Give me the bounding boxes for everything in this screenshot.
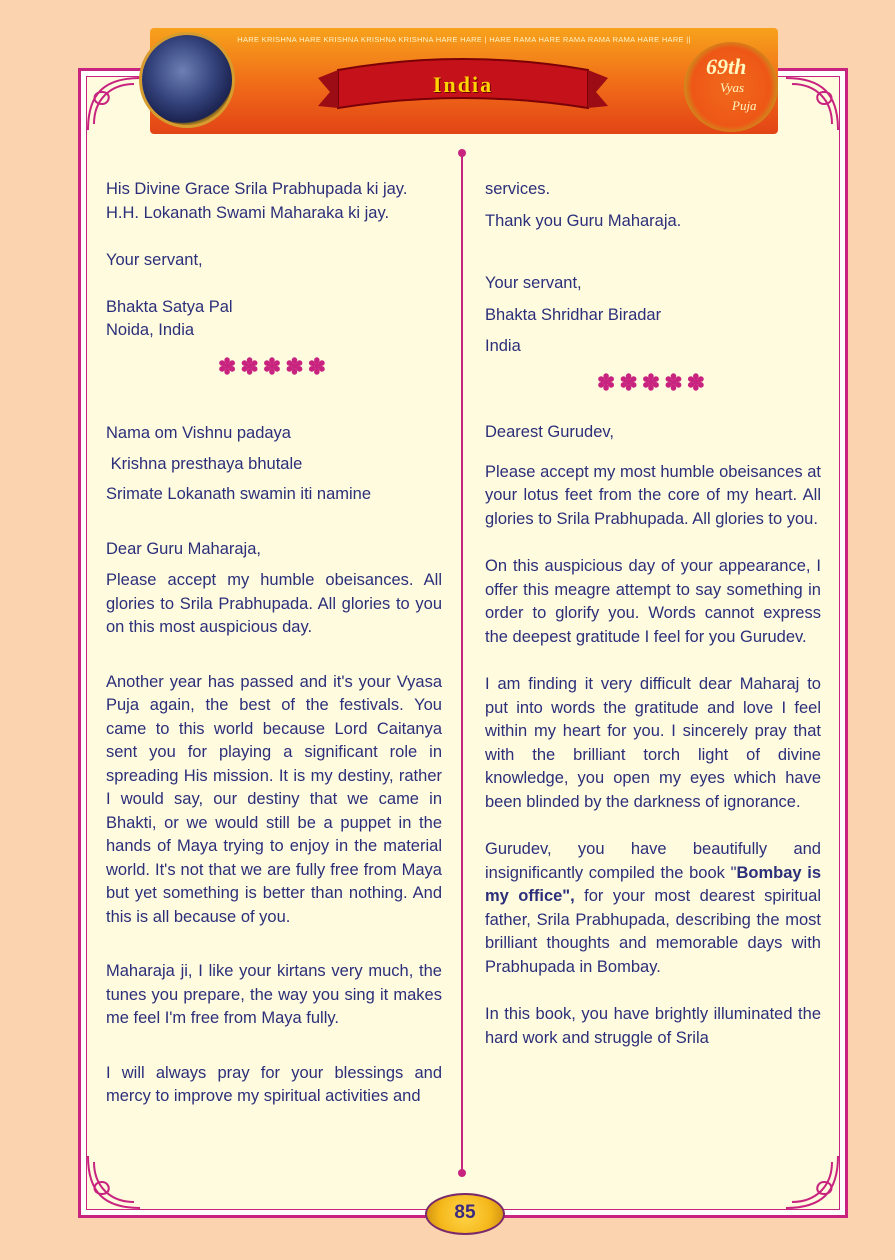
text: for your most dearest spiritual father, Srila Prabhupada, describing the most brilliant thoughts and memorable days with Prabhupada in Bombay. bbox=[485, 887, 821, 976]
line: Your servant, bbox=[485, 274, 582, 292]
line: services. bbox=[485, 180, 551, 198]
line: His Divine Grace Srila Prabhupada ki jay. bbox=[106, 180, 408, 198]
column-divider bbox=[461, 153, 463, 1173]
line: Bhakta Satya Pal bbox=[106, 297, 233, 316]
line: Bhakta Shridhar Biradar bbox=[485, 305, 662, 324]
deity-image-medallion bbox=[142, 35, 232, 125]
separator-stars: ✽✽✽✽✽ bbox=[596, 369, 710, 395]
divider-dot-bottom bbox=[458, 1169, 466, 1177]
paragraph: Another year has passed and it's your Vyasa Puja again, the best of the festivals. You came to this world because Lord Caitanya sent you for playing a significant role in spreading His mission. It is my destiny, rather I would say, our destiny that we came in Bhakti, or we would still be a puppet in the hands of Maya trying to enjoy in the material world. It's not that we are fully free from Maya but yet something is better than nothing. And this is all because of you. bbox=[106, 672, 442, 926]
line: Krishna presthaya bhutale bbox=[106, 454, 303, 473]
paragraph: Maharaja ji, I like your kirtans very much, the tunes you prepare, the way you sing it makes me feel I'm free from Maya fully. bbox=[106, 962, 442, 1027]
line: Noida, India bbox=[106, 321, 195, 339]
line: India bbox=[485, 337, 521, 355]
right-column bbox=[485, 178, 821, 1050]
line: H.H. Lokanath Swami Maharaka ki jay. bbox=[106, 203, 390, 222]
line: Your servant, bbox=[106, 251, 203, 269]
book-title: Bombay is my office", bbox=[485, 863, 821, 905]
corner-ornament-top-left bbox=[84, 74, 144, 134]
divider-dot-top bbox=[458, 149, 466, 157]
vyas-puja-medallion bbox=[684, 42, 778, 132]
line: Dearest Gurudev, bbox=[485, 423, 615, 441]
text: Gurudev, you have beautifully and insignificantly compiled the book " bbox=[485, 840, 821, 882]
medal-line1: Vyas bbox=[720, 80, 745, 95]
line: Thank you Guru Maharaja. bbox=[485, 211, 682, 230]
page-number: 85 bbox=[454, 1202, 476, 1223]
paragraph: Please accept my humble obeisances. All glories to Srila Prabhupada. All glories to you on this most auspicious day. bbox=[106, 571, 442, 636]
paragraph bbox=[485, 838, 821, 979]
paragraph: In this book, you have brightly illuminated the hard work and struggle of Srila bbox=[485, 1005, 821, 1047]
line: Srimate Lokanath swamin iti namine bbox=[106, 485, 372, 503]
left-column bbox=[106, 178, 442, 1109]
paragraph: I will always pray for your blessings and mercy to improve my spiritual activities and bbox=[106, 1063, 442, 1105]
corner-ornament-bottom-right bbox=[782, 1152, 842, 1212]
line: Dear Guru Maharaja, bbox=[106, 539, 261, 558]
section-title: India bbox=[432, 72, 494, 97]
corner-ornament-bottom-left bbox=[84, 1152, 144, 1212]
mantra-text: HARE KRISHNA HARE KRISHNA KRISHNA KRISHNA HARE HARE | HARE RAMA HARE RAMA RAMA RAMA HARE HARE || bbox=[237, 35, 691, 44]
separator-stars: ✽✽✽✽✽ bbox=[217, 353, 331, 379]
corner-ornament-top-right bbox=[782, 74, 842, 134]
paragraph: I am finding it very difficult dear Maharaj to put into words the gratitude and love I feel within my heart for you. I sincerely pray that with the brilliant torch light of divine knowledge, you open my eyes which have been blinded by the darkness of ignorance. bbox=[485, 675, 821, 811]
page-number-badge bbox=[425, 1193, 505, 1235]
line: Nama om Vishnu padaya bbox=[106, 424, 291, 442]
medal-number: 69th bbox=[706, 54, 747, 79]
medal-line2: Puja bbox=[732, 98, 757, 113]
paragraph: Please accept my most humble obeisances at your lotus feet from the core of my heart. All glories to Srila Prabhupada. All glories to you. bbox=[485, 462, 821, 528]
paragraph: On this auspicious day of your appearance, I offer this meagre attempt to say something in order to glorify you. Words cannot express the deepest gratitude I feel for you Gurudev. bbox=[485, 557, 821, 646]
